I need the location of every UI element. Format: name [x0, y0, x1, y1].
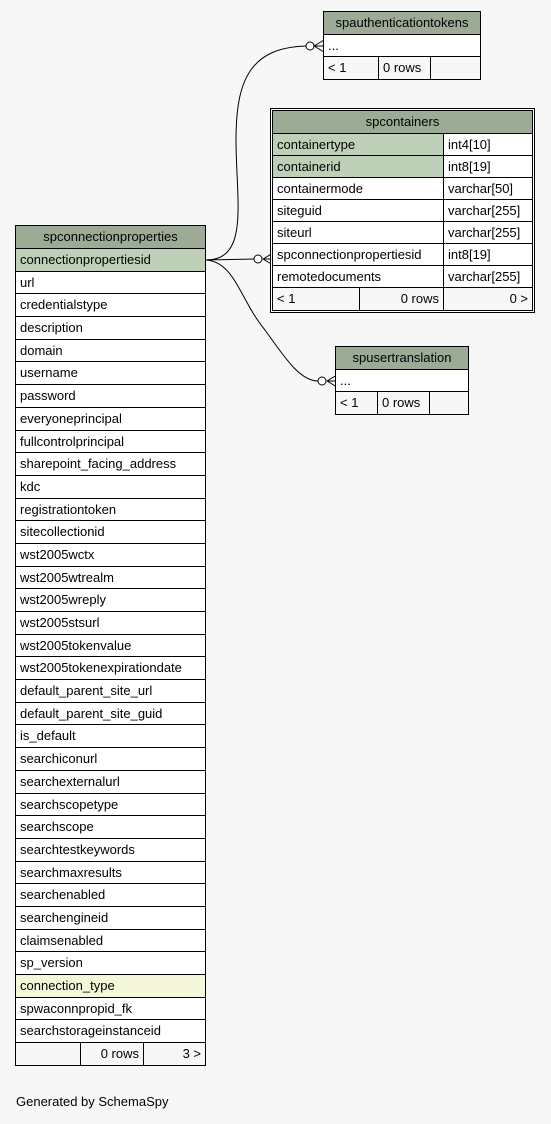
column-name: siteguid: [277, 203, 322, 218]
table-row[interactable]: [16, 612, 205, 635]
column-type: int8[19]: [443, 156, 532, 177]
table-row[interactable]: [16, 249, 205, 272]
column-name: everyoneprincipal: [20, 410, 122, 426]
table-row[interactable]: [16, 340, 205, 363]
table-row[interactable]: [16, 748, 205, 771]
children-count: [430, 57, 480, 79]
table-row[interactable]: [273, 244, 532, 266]
table-row[interactable]: [273, 134, 532, 156]
table-footer: [336, 392, 468, 414]
row-count: 0 rows: [80, 1043, 143, 1065]
column-name: spconnectionpropertiesid: [277, 247, 422, 262]
column-name: wst2005tokenexpirationdate: [20, 660, 182, 676]
column-name: searchiconurl: [20, 751, 98, 767]
column-name: fullcontrolprincipal: [20, 433, 125, 449]
table-row[interactable]: [16, 567, 205, 590]
table-row[interactable]: [324, 35, 480, 57]
table-footer: [324, 57, 480, 79]
column-name: default_parent_site_url: [20, 683, 153, 699]
table-row[interactable]: [16, 589, 205, 612]
column-name: searchscopetype: [20, 796, 119, 812]
column-name: spwaconnpropid_fk: [20, 1000, 133, 1016]
table-row[interactable]: [16, 998, 205, 1021]
parents-count: < 1: [328, 60, 347, 75]
column-name: wst2005wreply: [20, 592, 106, 608]
column-name: searchmaxresults: [20, 864, 122, 880]
table-row[interactable]: [16, 317, 205, 340]
column-name: claimsenabled: [20, 932, 104, 948]
column-name: searchstorageinstanceid: [20, 1023, 161, 1039]
column-type: varchar[255]: [443, 200, 532, 221]
column-name: searchenabled: [20, 887, 106, 903]
table-row[interactable]: [16, 703, 205, 726]
column-name: is_default: [20, 728, 76, 744]
table-row[interactable]: [16, 499, 205, 522]
row-count: 0 rows: [359, 288, 443, 310]
table-row[interactable]: [16, 884, 205, 907]
table-title[interactable]: spcontainers: [273, 111, 532, 134]
table-spauthenticationtokens[interactable]: [323, 11, 481, 80]
table-row[interactable]: [273, 200, 532, 222]
column-name: ...: [340, 373, 351, 388]
table-row[interactable]: [16, 907, 205, 930]
table-row[interactable]: [16, 272, 205, 295]
column-name: username: [20, 365, 78, 381]
children-count: [429, 392, 468, 414]
footer-note: Generated by SchemaSpy: [16, 1094, 169, 1109]
table-footer: [273, 288, 532, 310]
table-row[interactable]: [16, 521, 205, 544]
column-type: varchar[255]: [443, 222, 532, 243]
table-title[interactable]: spusertranslation: [336, 347, 468, 370]
table-row[interactable]: [16, 794, 205, 817]
table-row[interactable]: [16, 294, 205, 317]
column-name: connectionpropertiesid: [16, 249, 205, 271]
table-row[interactable]: [16, 725, 205, 748]
table-title[interactable]: spconnectionproperties: [16, 226, 205, 249]
parents-count: < 1: [277, 291, 296, 306]
column-name: containermode: [277, 181, 363, 196]
table-row[interactable]: [16, 975, 205, 998]
column-name: containerid: [273, 156, 443, 177]
column-name: containertype: [273, 134, 443, 155]
column-type: varchar[255]: [443, 266, 532, 287]
column-name: wst2005wtrealm: [20, 569, 114, 585]
table-row[interactable]: [273, 178, 532, 200]
column-name: domain: [20, 342, 63, 358]
table-spconnectionproperties[interactable]: [15, 225, 206, 1066]
table-row[interactable]: [16, 362, 205, 385]
column-name: searchtestkeywords: [20, 841, 135, 857]
optional-marker-spauthenticationtokens: [306, 42, 314, 50]
column-name: kdc: [20, 478, 41, 494]
row-count: 0 rows: [378, 57, 430, 79]
table-row[interactable]: [336, 370, 468, 392]
parents-count: [16, 1043, 80, 1065]
column-name: wst2005wctx: [20, 546, 95, 562]
table-spusertranslation[interactable]: [335, 346, 469, 415]
table-row[interactable]: [16, 771, 205, 794]
table-row[interactable]: [273, 266, 532, 288]
column-name: wst2005tokenvalue: [20, 637, 132, 653]
column-name: url: [20, 274, 35, 290]
optional-marker-spusertranslation: [318, 377, 326, 385]
table-row[interactable]: [273, 222, 532, 244]
table-row[interactable]: [16, 431, 205, 454]
column-name: connection_type: [16, 975, 205, 997]
parents-count: < 1: [340, 395, 359, 410]
row-count: 0 rows: [377, 392, 429, 414]
column-name: sharepoint_facing_address: [20, 456, 177, 472]
table-footer: [16, 1043, 205, 1065]
table-row[interactable]: [16, 680, 205, 703]
column-name: wst2005stsurl: [20, 615, 100, 630]
column-name: searchengineid: [20, 909, 109, 925]
table-row[interactable]: [273, 156, 532, 178]
table-row[interactable]: [16, 816, 205, 839]
table-row[interactable]: [16, 1020, 205, 1043]
column-type: int4[10]: [443, 134, 532, 155]
column-name: description: [20, 320, 83, 336]
column-name: searchscope: [20, 819, 94, 835]
table-row[interactable]: [16, 952, 205, 975]
children-count: 3 >: [143, 1043, 205, 1065]
column-name: sp_version: [20, 955, 83, 971]
column-name: registrationtoken: [20, 501, 117, 517]
table-row[interactable]: [16, 930, 205, 953]
table-row[interactable]: [16, 862, 205, 885]
column-name: default_parent_site_guid: [20, 705, 163, 721]
column-name: remotedocuments: [277, 269, 382, 284]
column-name: credentialstype: [20, 297, 108, 313]
table-row[interactable]: [16, 657, 205, 680]
table-row[interactable]: [16, 408, 205, 431]
table-row[interactable]: [16, 476, 205, 499]
table-row[interactable]: [16, 635, 205, 658]
column-name: ...: [328, 38, 339, 53]
column-type: varchar[50]: [443, 178, 532, 199]
children-count: 0 >: [443, 288, 532, 310]
column-type: int8[19]: [443, 244, 532, 265]
table-title[interactable]: spauthenticationtokens: [324, 12, 480, 35]
table-row[interactable]: [16, 839, 205, 862]
column-name: sitecollectionid: [20, 524, 105, 540]
column-name: searchexternalurl: [20, 773, 120, 789]
optional-marker-spcontainers: [254, 255, 262, 263]
table-row[interactable]: [16, 453, 205, 476]
column-name: siteurl: [277, 225, 312, 240]
table-spcontainers[interactable]: [270, 108, 535, 313]
column-name: password: [20, 388, 76, 404]
table-row[interactable]: [16, 544, 205, 567]
table-row[interactable]: [16, 385, 205, 408]
